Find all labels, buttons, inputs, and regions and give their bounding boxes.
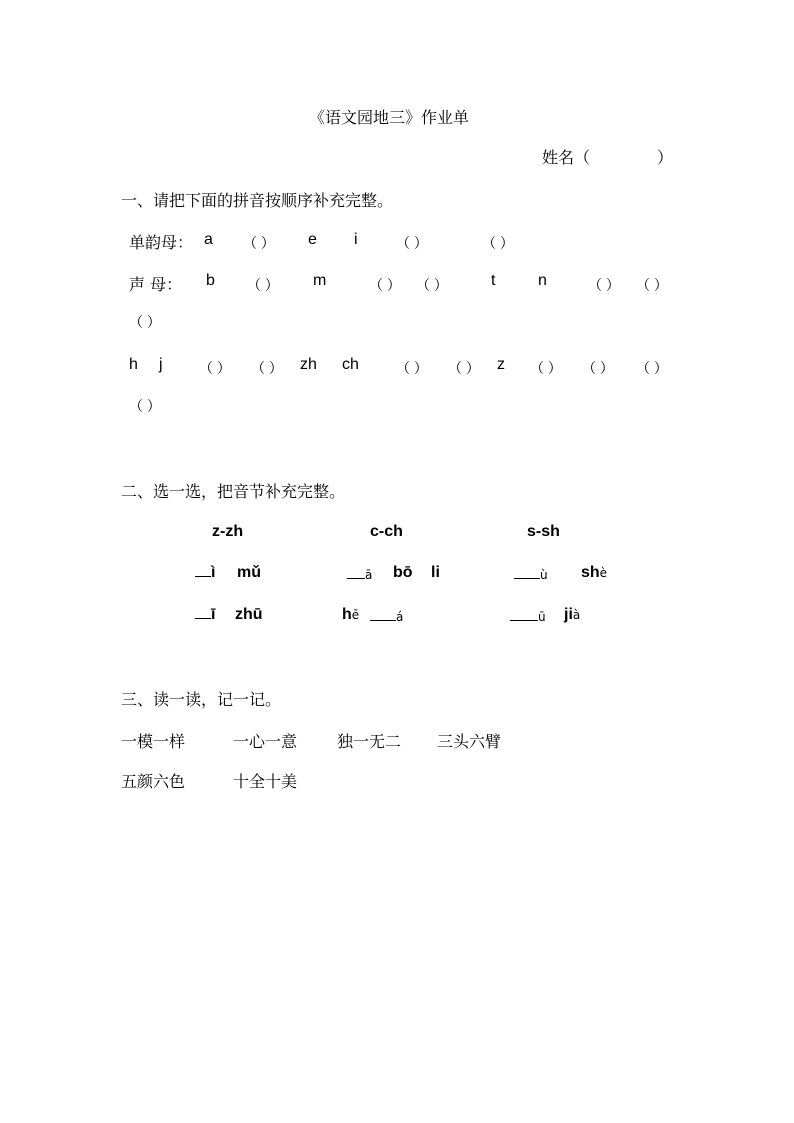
section3-heading: 三、读一读，记一记。 [121, 690, 282, 709]
idiom: 十全十美 [233, 772, 298, 791]
syllable-he: hē [342, 606, 360, 623]
syllable-blank-4: ī [195, 607, 215, 623]
syllable-mu: mǔ [237, 564, 261, 581]
syllable-zhu: zhū [235, 606, 263, 623]
syllable-blank-5: á [370, 609, 403, 625]
blank-paren: （ ） [416, 277, 448, 293]
blank-paren: （ ） [396, 360, 428, 376]
section1-heading: 一、请把下面的拼音按顺序补充完整。 [121, 191, 394, 210]
blank-paren: （ ） [636, 360, 668, 376]
fill-blank[interactable] [195, 576, 211, 577]
blank-paren: （ ） [636, 277, 668, 293]
page-title: 《语文园地三》作业单 [309, 108, 470, 127]
initial-t: t [491, 272, 496, 289]
idiom: 三头六臂 [437, 732, 502, 751]
blank-paren: （ ） [199, 360, 231, 376]
initial-z: z [497, 356, 505, 373]
idiom: 五颜六色 [121, 772, 186, 791]
blank-paren: （ ） [396, 235, 428, 251]
syllable-jia: jià [564, 606, 581, 623]
final-a: a [204, 231, 213, 248]
initial-zh: zh [300, 356, 317, 373]
fill-blank[interactable] [514, 578, 540, 579]
finals-label: 单韵母： [129, 233, 194, 252]
choice-z-zh: z-zh [212, 523, 244, 540]
syllable-blank-6: ū [510, 609, 546, 625]
initial-h: h [129, 356, 138, 373]
blank-paren: （ ） [530, 360, 562, 376]
name-close: ） [657, 148, 674, 167]
initials-label: 声 母： [129, 275, 183, 294]
initial-n: n [538, 272, 547, 289]
idiom: 独一无二 [337, 732, 402, 751]
blank-paren: （ ） [251, 360, 283, 376]
fill-blank[interactable] [510, 620, 538, 621]
blank-paren: （ ） [482, 235, 514, 251]
section2-heading: 二、选一选，把音节补充完整。 [121, 482, 346, 501]
syllable-she: shè [581, 564, 608, 581]
blank-paren: （ ） [448, 360, 480, 376]
initial-j: j [159, 356, 163, 373]
blank-paren: （ ） [582, 360, 614, 376]
blank-paren: （ ） [247, 277, 279, 293]
syllable-blank-1: ì [195, 565, 215, 581]
fill-blank[interactable] [347, 578, 365, 579]
syllable-li: li [431, 564, 440, 581]
syllable-blank-3: ù [514, 567, 548, 583]
final-i: i [354, 231, 358, 248]
fill-blank[interactable] [370, 620, 396, 621]
final-e: e [308, 231, 317, 248]
name-label: 姓名（ [542, 148, 591, 167]
idiom: 一心一意 [233, 732, 298, 751]
initial-ch: ch [342, 356, 359, 373]
choice-c-ch: c-ch [370, 523, 403, 540]
fill-blank[interactable] [195, 618, 211, 619]
choice-s-sh: s-sh [527, 523, 560, 540]
blank-paren: （ ） [129, 314, 161, 330]
initial-b: b [206, 272, 215, 289]
blank-paren: （ ） [243, 235, 275, 251]
blank-paren: （ ） [369, 277, 401, 293]
blank-paren: （ ） [129, 398, 161, 414]
syllable-blank-2: ā [347, 567, 372, 583]
initial-m: m [313, 272, 327, 289]
idiom: 一模一样 [121, 732, 186, 751]
blank-paren: （ ） [588, 277, 620, 293]
syllable-bo: bō [393, 564, 413, 581]
